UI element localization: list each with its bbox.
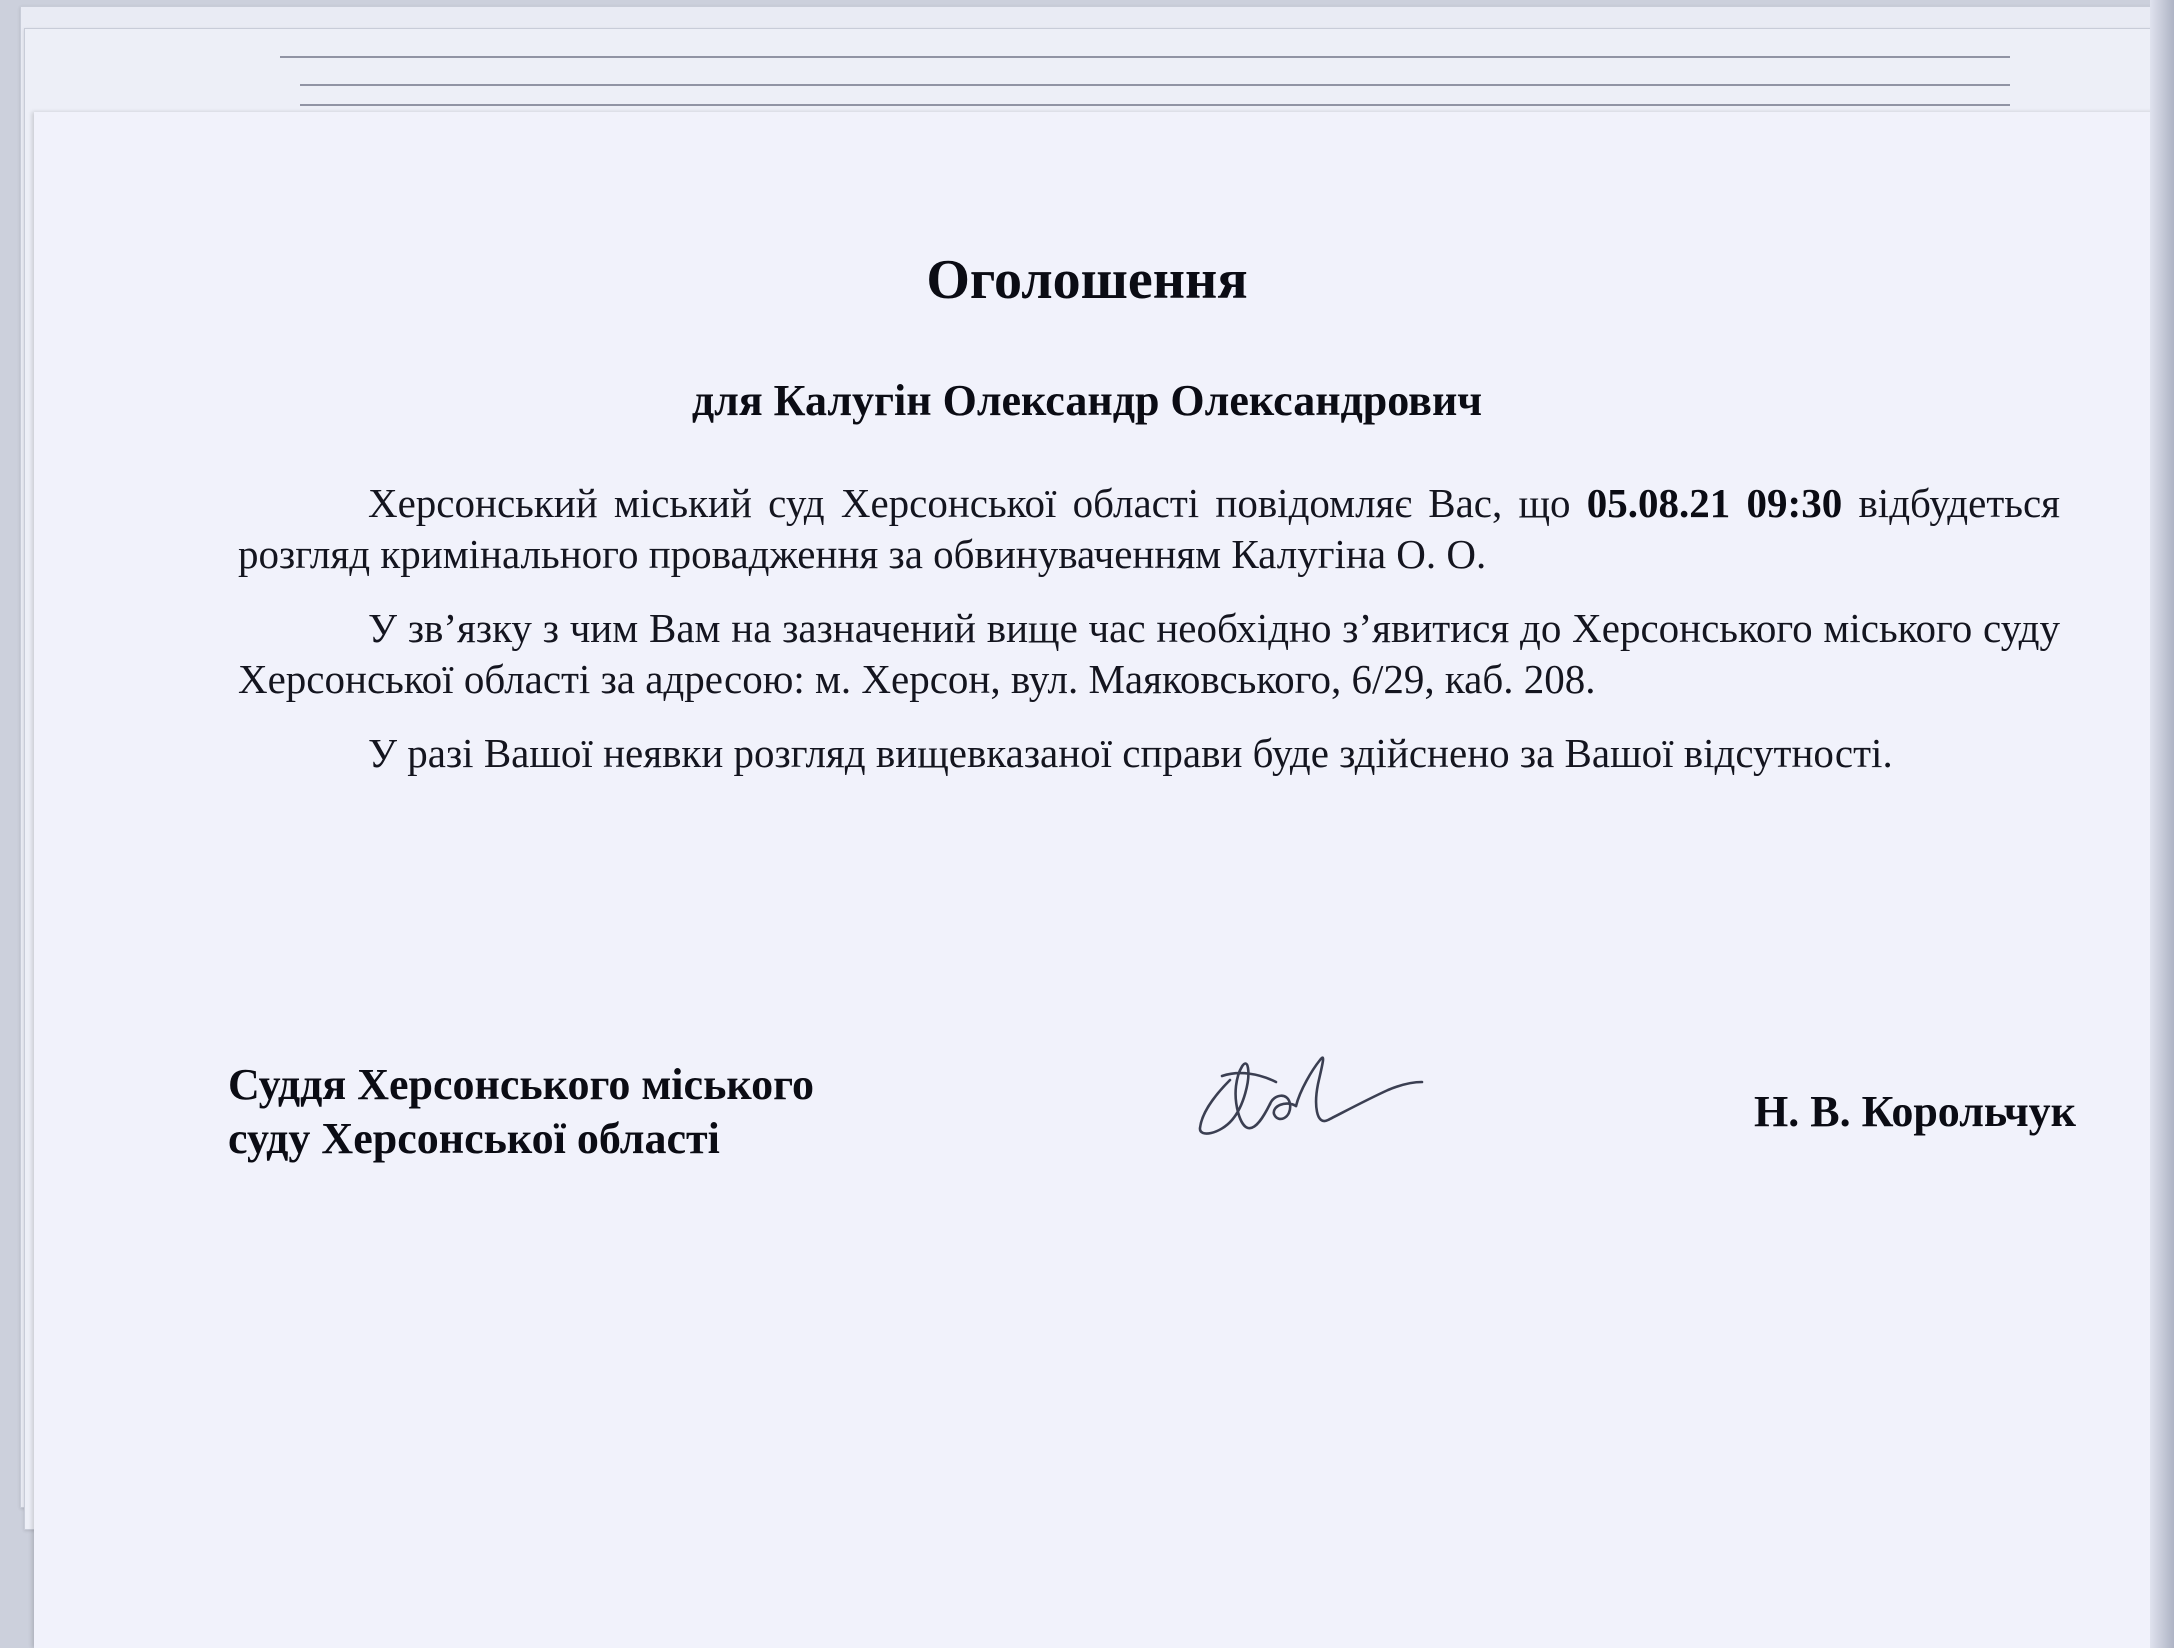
paragraph-address: У зв’язку з чим Вам на зазначений вище час необхідно з’явитися до Херсонського міського суду Херсонської області за адресою: м. Херсон, вул. Маяковського, 6/29, каб. 208. [238, 605, 2060, 702]
paragraph-text: Херсонський міський суд Херсонської області повідомляє Вас, що [368, 480, 1587, 526]
judge-position-line: суду Херсонської області [228, 1114, 720, 1163]
paragraph-text: відбудеться розгляд кримінального провадження за обвинуваченням Калугіна О. О. [238, 480, 2060, 577]
sheet-edge-line [300, 84, 2010, 86]
hearing-datetime: 05.08.21 09:30 [1586, 480, 1843, 526]
judge-name: Н. В. Корольчук [1754, 1087, 2076, 1136]
notice-sheet [34, 112, 2174, 1648]
judge-position [228, 1058, 814, 1166]
notice-title: Оголошення [926, 249, 1248, 311]
sheet-edge-line [300, 104, 2010, 106]
handwritten-signature-icon [1190, 1030, 1430, 1140]
notice-recipient: для Калугін Олександр Олександрович [691, 376, 1483, 425]
sheet-edge-line [280, 56, 2010, 58]
paragraph-absence: У разі Вашої неявки розгляд вищевказаної справи буде здійснено за Вашої відсутності. [368, 730, 1893, 776]
notice-body [238, 478, 2060, 802]
judge-position-line: Суддя Херсонського міського [228, 1060, 814, 1109]
paragraph-hearing-date [238, 478, 2060, 580]
